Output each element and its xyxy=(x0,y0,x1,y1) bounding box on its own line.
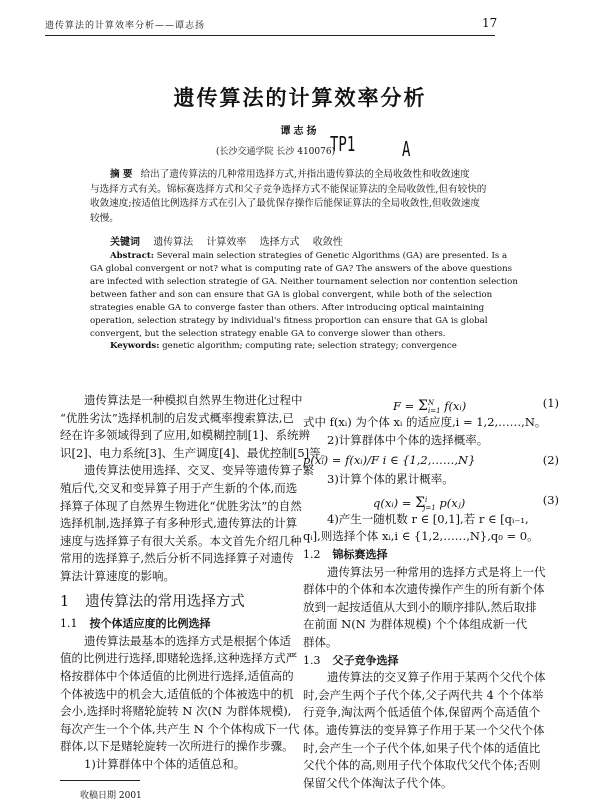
abstract-en-line: strategies enable GA to converge faster than others. After introducing optical maintaining xyxy=(90,303,485,313)
handwritten-classification-code: TP1 xyxy=(330,132,356,156)
step-2: 2)计算群体中个体的选择概率。 xyxy=(327,432,489,447)
abstract-en-text: Several main selection strategies of Genetic Algorithms (GA) are presented. Is a xyxy=(156,251,508,261)
abstract-en-label: Abstract: xyxy=(110,251,154,261)
step-1 xyxy=(60,756,296,774)
section-number: 1.3 xyxy=(303,653,321,667)
sum-lower: j=1 xyxy=(423,503,436,512)
paragraph-line: “优胜劣汰”选择机制的启发式概率搜索算法,已 xyxy=(60,410,294,425)
equation-number: (3) xyxy=(542,492,559,507)
header-rule xyxy=(45,35,495,36)
paragraph-line: 格按群体中个体适值的比例进行选择,适值高的 xyxy=(60,668,294,683)
equation-2 xyxy=(303,449,563,471)
paragraph-line: 群体,以下是赌轮旋转一次所进行的操作步骤。 xyxy=(60,739,294,754)
equation-number: (1) xyxy=(542,396,559,410)
step-3: 3)计算个体的累计概率。 xyxy=(327,472,454,487)
section-heading-1-2 xyxy=(303,546,563,564)
abstract-en-line xyxy=(90,250,508,263)
section-title: 按个体适应度的比例选择 xyxy=(89,617,211,631)
keyword: 计算效率 xyxy=(206,237,247,248)
abstract-cn-line xyxy=(90,168,470,183)
paragraph-line: 体。遗传算法的变异算子作用于某一个父代个体 xyxy=(303,722,545,737)
section-title: 父子竞争选择 xyxy=(332,653,399,667)
keywords-en xyxy=(110,341,457,351)
paper-title: 遗传算法的计算效率分析 xyxy=(173,85,427,110)
paragraph-line: 遗传算法另一种常用的选择方式是将上一代 xyxy=(327,564,546,579)
paragraph-line: 会小,选择时将赌轮旋转 N 次(N 为群体规模), xyxy=(60,704,292,719)
keywords-en-text: genetic algorithm; computing rate; selection strategy; convergence xyxy=(162,341,457,351)
running-title: 遗传算法的计算效率分析——谭志扬 xyxy=(45,21,206,31)
paragraph-line: 父代个体的高,则用子代个体取代父代个体;否则 xyxy=(303,758,541,773)
equation-number: (2) xyxy=(542,453,559,468)
paragraph-line: 择算子体现了自然界生物进化“优胜劣汰”的自然 xyxy=(60,498,302,513)
section-heading-1-1 xyxy=(60,615,296,633)
abstract-cn-label: 摘 要 xyxy=(110,169,133,180)
paragraph-line: 经在许多领域得到了应用,如模糊控制[1]、系统辨 xyxy=(60,428,310,443)
right-column xyxy=(303,392,563,792)
paragraph-line: 1)计算群体中个体的适值总和。 xyxy=(84,756,246,771)
section-number: 1.2 xyxy=(303,547,321,561)
paragraph-line: 殖后代,交叉和变异算子用于产生新的个体,而选 xyxy=(60,480,298,495)
equation-2-body: p(xᵢ) = f(xᵢ)/F i ∈ {1,2,……,N} xyxy=(303,453,476,468)
paragraph-line: 每次产生一个个体,共产生 N 个个体构成下一代 xyxy=(60,721,300,736)
page-number: 17 xyxy=(482,16,498,30)
paragraph-line: 遗传算法最基本的选择方式是根据个体适 xyxy=(84,633,291,648)
keywords-cn xyxy=(110,233,353,248)
section-1-1-paragraph xyxy=(60,633,300,756)
paragraph-line: 行竞争,淘汰两个低适值个体,保留两个高适值个 xyxy=(303,705,541,720)
received-date-footnote: 收稿日期 2001 xyxy=(80,791,142,801)
abstract-cn-line: 与选择方式有关。锦标赛选择方式和父子竞争选择方式不能保证算法的全局收敛性,但有较快的 xyxy=(90,183,487,195)
paragraph-line: 速度与选择算子有很大关系。本文首先介绍几种 xyxy=(60,533,302,548)
handwritten-document-code: A xyxy=(402,137,411,161)
abstract-en-line: convergent, but the selection strategy enable GA to converge slower than others. xyxy=(90,329,446,339)
section-number: 1.1 xyxy=(60,617,78,631)
equation-rhs: f(xᵢ) xyxy=(444,398,467,413)
equation-1-note: 式中 f(xᵢ) 为个体 xᵢ 的适应度,i = 1,2,……,N。 xyxy=(303,415,547,429)
abstract-cn xyxy=(90,168,487,226)
section-1-3-paragraph xyxy=(303,669,563,792)
paragraph-line: 时,会产生一个子代个体,如果子代个体的适值比 xyxy=(303,740,541,755)
abstract-en-line: between father and son can ensure that GA is global convergent, while both of the selection xyxy=(90,290,493,300)
abstract-en xyxy=(90,250,518,341)
paragraph-line: 在前面 N(N 为群体规模) 个个体组成新一代 xyxy=(303,617,528,632)
equation-3-body xyxy=(373,489,465,519)
sum-lower: i=1 xyxy=(427,407,441,416)
abstract-en-line: GA global convergent or not? what is computing rate of GA? The answers of the above questions xyxy=(90,264,513,274)
equation-lhs: q(xᵢ) = xyxy=(373,495,416,510)
sum-upper: N xyxy=(427,399,434,407)
paragraph-line: 值的比例进行选择,即赌轮选择,这种选择方式严 xyxy=(60,651,298,666)
paragraph-line: 选择机制,选择算子有多种形式,遗传算法的计算 xyxy=(60,516,298,531)
author: 谭志扬 xyxy=(280,126,320,137)
affiliation: (长沙交通学院 长沙 410076) xyxy=(216,147,336,157)
keyword: 收敛性 xyxy=(312,237,343,248)
paragraph-line: 群体中的个体和本次遗传操作产生的所有新个体 xyxy=(303,582,545,597)
equation-1-body xyxy=(393,392,466,422)
keywords-en-label: Keywords: xyxy=(110,341,160,351)
paragraph-line: 遗传算法是一种模拟自然界生物进化过程中 xyxy=(84,393,303,407)
paragraph-line: qᵢ],则选择个体 xᵢ,i ∈ {1,2,……,N},q₀ = 0。 xyxy=(303,529,539,544)
sum-symbol: Σ xyxy=(417,397,428,414)
section-1-2-paragraph xyxy=(303,564,563,652)
paragraph-line: 保留父代个体淘汰子代个体。 xyxy=(303,775,453,790)
paragraph-line: 识[2]、电力系统[3]、生产调度[4]、最优控制[5]等。 xyxy=(60,445,333,460)
equation-rhs: p(xⱼ) xyxy=(439,495,466,510)
sum-symbol: Σ xyxy=(415,494,425,511)
abstract-cn-line: 收敛速度;按适值比例选择方式在引入了最优保存操作后能保证算法的全局收敛性,但收敛速度 xyxy=(90,198,481,209)
section-heading-1-3 xyxy=(303,652,563,670)
footnote-rule xyxy=(60,780,140,781)
paragraph-line: 遗传算法的交叉算子作用于某两个父代个体 xyxy=(327,670,546,685)
keyword: 选择方式 xyxy=(259,237,300,248)
paragraph-line: 个体被选中的机会大,适值低的个体被选中的机 xyxy=(60,686,294,701)
abstract-en-line: are infected with selection strategie of GA. Neither tournament selection nor contention selection xyxy=(90,277,518,287)
paragraph-line: 算法计算速度的影响。 xyxy=(60,568,175,583)
abstract-cn-text: 给出了遗传算法的几种常用选择方式,并指出遗传算法的全局收敛性和收敛速度 xyxy=(140,169,470,180)
abstract-cn-line: 较慢。 xyxy=(90,212,119,224)
sum-upper: i xyxy=(425,495,428,504)
paragraph-line: 常用的选择算子,然后分析不同选择算子对遗传 xyxy=(60,551,294,566)
keywords-cn-label: 关键词 xyxy=(110,237,140,248)
paragraph-line: 4)产生一随机数 r ∈ [0,1],若 r ∈ [qᵢ₋₁, xyxy=(327,511,529,526)
section-title: 锦标赛选择 xyxy=(332,547,388,561)
equation-lhs: F = xyxy=(393,398,418,413)
paragraph-line: 遗传算法使用选择、交叉、变异等遗传算子繁 xyxy=(84,463,314,478)
section-title: 遗传算法的常用选择方式 xyxy=(85,593,245,610)
equation-1 xyxy=(303,392,563,414)
paragraph-line: 群体。 xyxy=(303,634,338,649)
paragraph-line: 放到一起按适值从大到小的顺序排队,然后取排 xyxy=(303,599,537,614)
abstract-en-line: operation, selection strategy by individual's fitness proportion can ensure that GA is global xyxy=(90,316,488,326)
intro-paragraph-1 xyxy=(60,392,333,462)
paragraph-line: 时,会产生两个子代个体,父子两代共 4 个个体举 xyxy=(303,687,544,702)
section-heading-1 xyxy=(60,594,296,612)
section-number: 1 xyxy=(60,593,70,610)
keyword: 遗传算法 xyxy=(153,237,194,248)
equation-3 xyxy=(303,489,563,511)
